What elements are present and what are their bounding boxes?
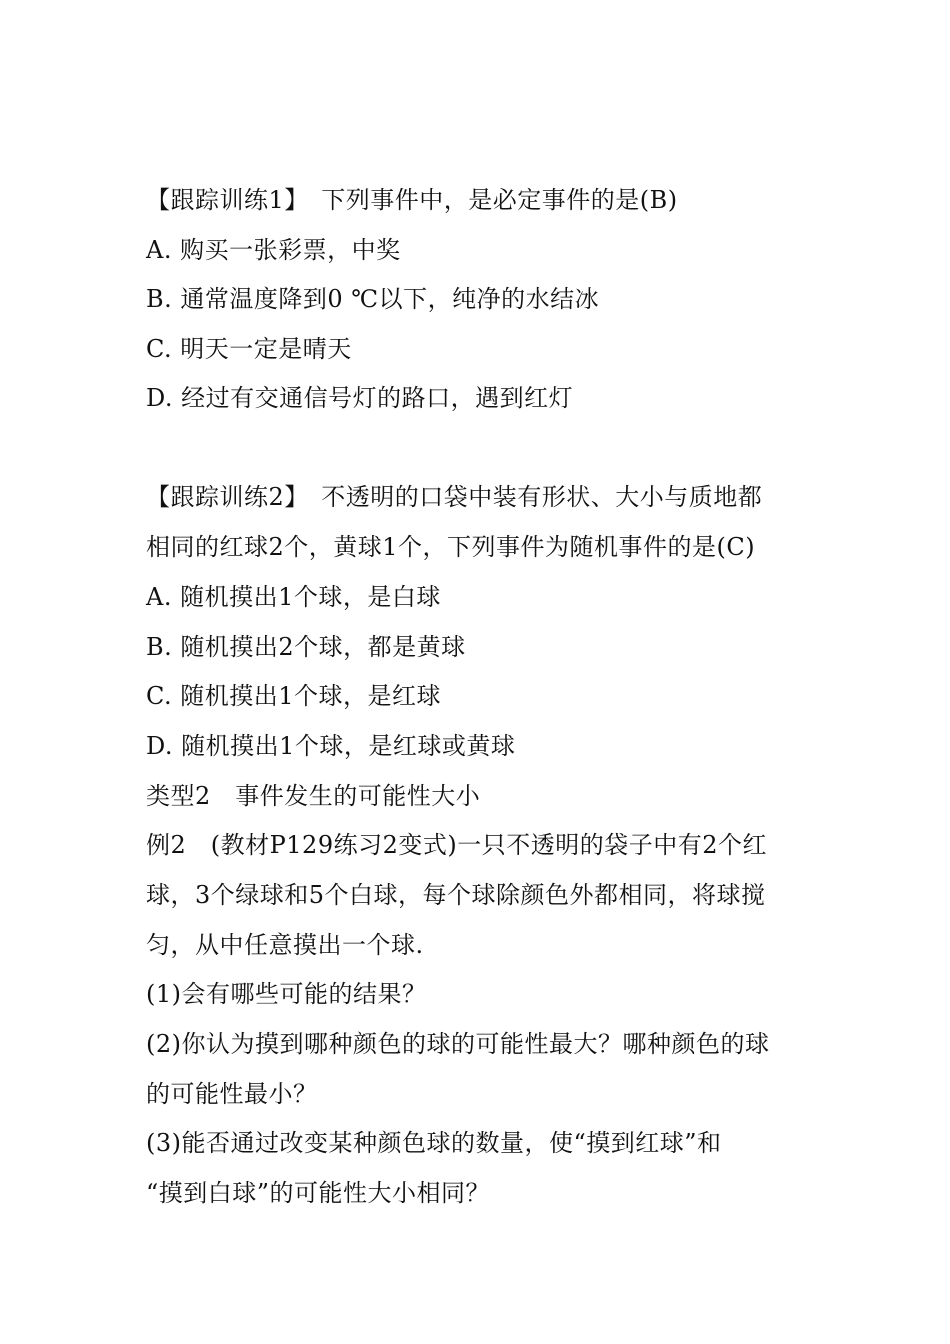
exercise1-option-b: B. 通常温度降到0 ℃以下，纯净的水结冰 — [146, 285, 600, 313]
exercise2-option-d: D. 随机摸出1个球，是红球或黄球 — [146, 732, 516, 760]
exercise1-option-d: D. 经过有交通信号灯的路口，遇到红灯 — [146, 384, 574, 412]
example2-line3: 匀，从中任意摸出一个球. — [146, 931, 424, 959]
exercise2-question-line2: 相同的红球2个，黄球1个，下列事件为随机事件的是(C) — [146, 533, 756, 561]
exercise2-option-b: B. 随机摸出2个球，都是黄球 — [146, 633, 466, 661]
section-heading: 类型2 事件发生的可能性大小 — [146, 782, 481, 810]
example2-question2-line1: (2)你认为摸到哪种颜色的球的可能性最大？哪种颜色的球 — [146, 1030, 770, 1058]
exercise2-question-line1: 【跟踪训练2】 不透明的口袋中装有形状、大小与质地都 — [146, 483, 763, 511]
example2-question3-line2: “摸到白球”的可能性大小相同？ — [146, 1179, 491, 1207]
example2-question3-line1: (3)能否通过改变某种颜色球的数量，使“摸到红球”和 — [146, 1129, 722, 1157]
exercise1-option-c: C. 明天一定是晴天 — [146, 335, 352, 363]
exercise2-option-c: C. 随机摸出1个球，是红球 — [146, 682, 442, 710]
exercise1-question: 【跟踪训练1】 下列事件中，是必定事件的是(B) — [146, 186, 678, 214]
example2-line2: 球，3个绿球和5个白球，每个球除颜色外都相同，将球搅 — [146, 881, 766, 909]
exercise1-option-a: A. 购买一张彩票，中奖 — [146, 236, 401, 264]
exercise2-option-a: A. 随机摸出1个球，是白球 — [146, 583, 441, 611]
example2-line1: 例2 (教材P129练习2变式)一只不透明的袋子中有2个红 — [146, 831, 767, 859]
example2-question1: (1)会有哪些可能的结果？ — [146, 980, 427, 1008]
example2-question2-line2: 的可能性最小？ — [146, 1080, 318, 1108]
